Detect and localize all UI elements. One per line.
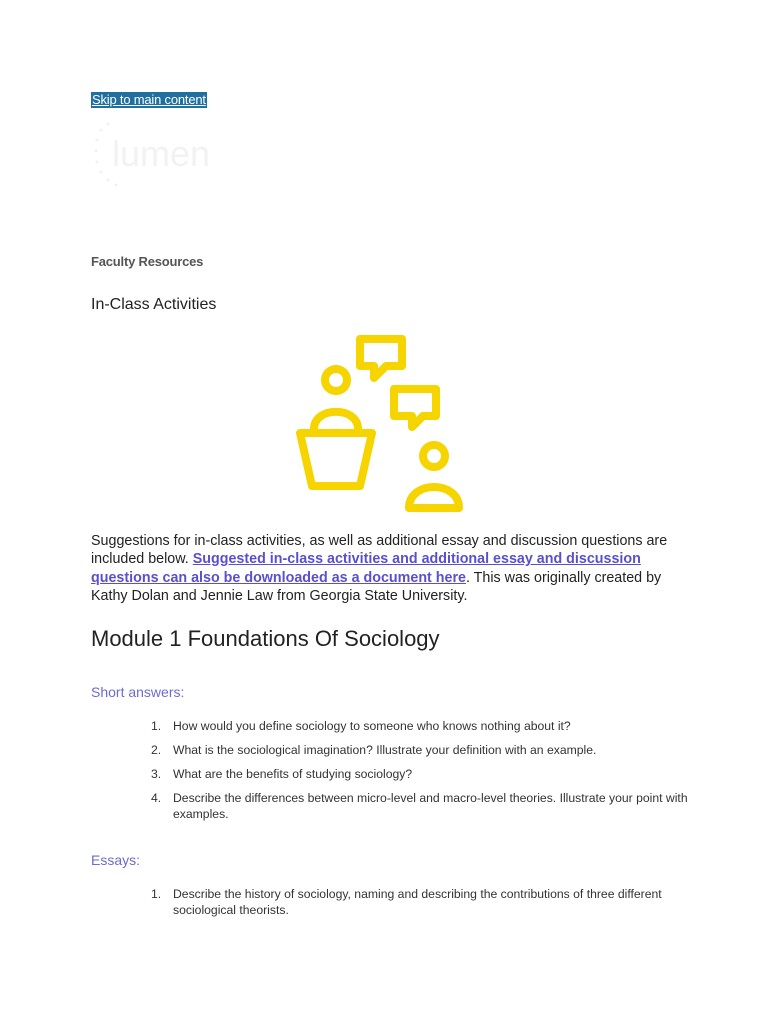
download-document-link[interactable]: Suggested in-class activities and additional essay and discussion questions can also be downloaded as a document here [91, 551, 641, 586]
list-item: 3. What are the benefits of studying sociology? [151, 767, 413, 781]
list-item: 4. Describe the differences between micro-level and macro-level theories. Illustrate your point with examples. [151, 791, 688, 821]
faculty-resources-heading: Faculty Resources [91, 254, 204, 269]
svg-text:lumen: lumen [112, 133, 211, 174]
list-item: 1. Describe the history of sociology, naming and describing the contributions of three different sociological theorists. [151, 887, 662, 917]
lumen-logo-icon[interactable] [88, 118, 238, 192]
speaker-podium-discussion-icon [288, 332, 482, 516]
list-item: 2. What is the sociological imagination? Illustrate your definition with an example. [151, 743, 597, 757]
intro-paragraph: Suggestions for in-class activities, as well as additional essay and discussion questions are included below. Suggested in-class activities and additional essay and discussion questions can also be downloaded as a document here. This was originally created by Kathy Dolan and Jennie Law from Georgia State University. [91, 533, 668, 604]
short-answers-heading: Short answers: [91, 684, 185, 700]
essays-heading: Essays: [91, 852, 141, 868]
list-item: 1. How would you define sociology to someone who knows nothing about it? [151, 719, 571, 733]
module-title: Module 1 Foundations Of Sociology [91, 626, 440, 651]
skip-to-main-link[interactable]: Skip to main content [92, 92, 206, 107]
essays-list [145, 886, 690, 926]
section-title: In-Class Activities [91, 296, 217, 313]
short-answers-list [145, 718, 690, 830]
